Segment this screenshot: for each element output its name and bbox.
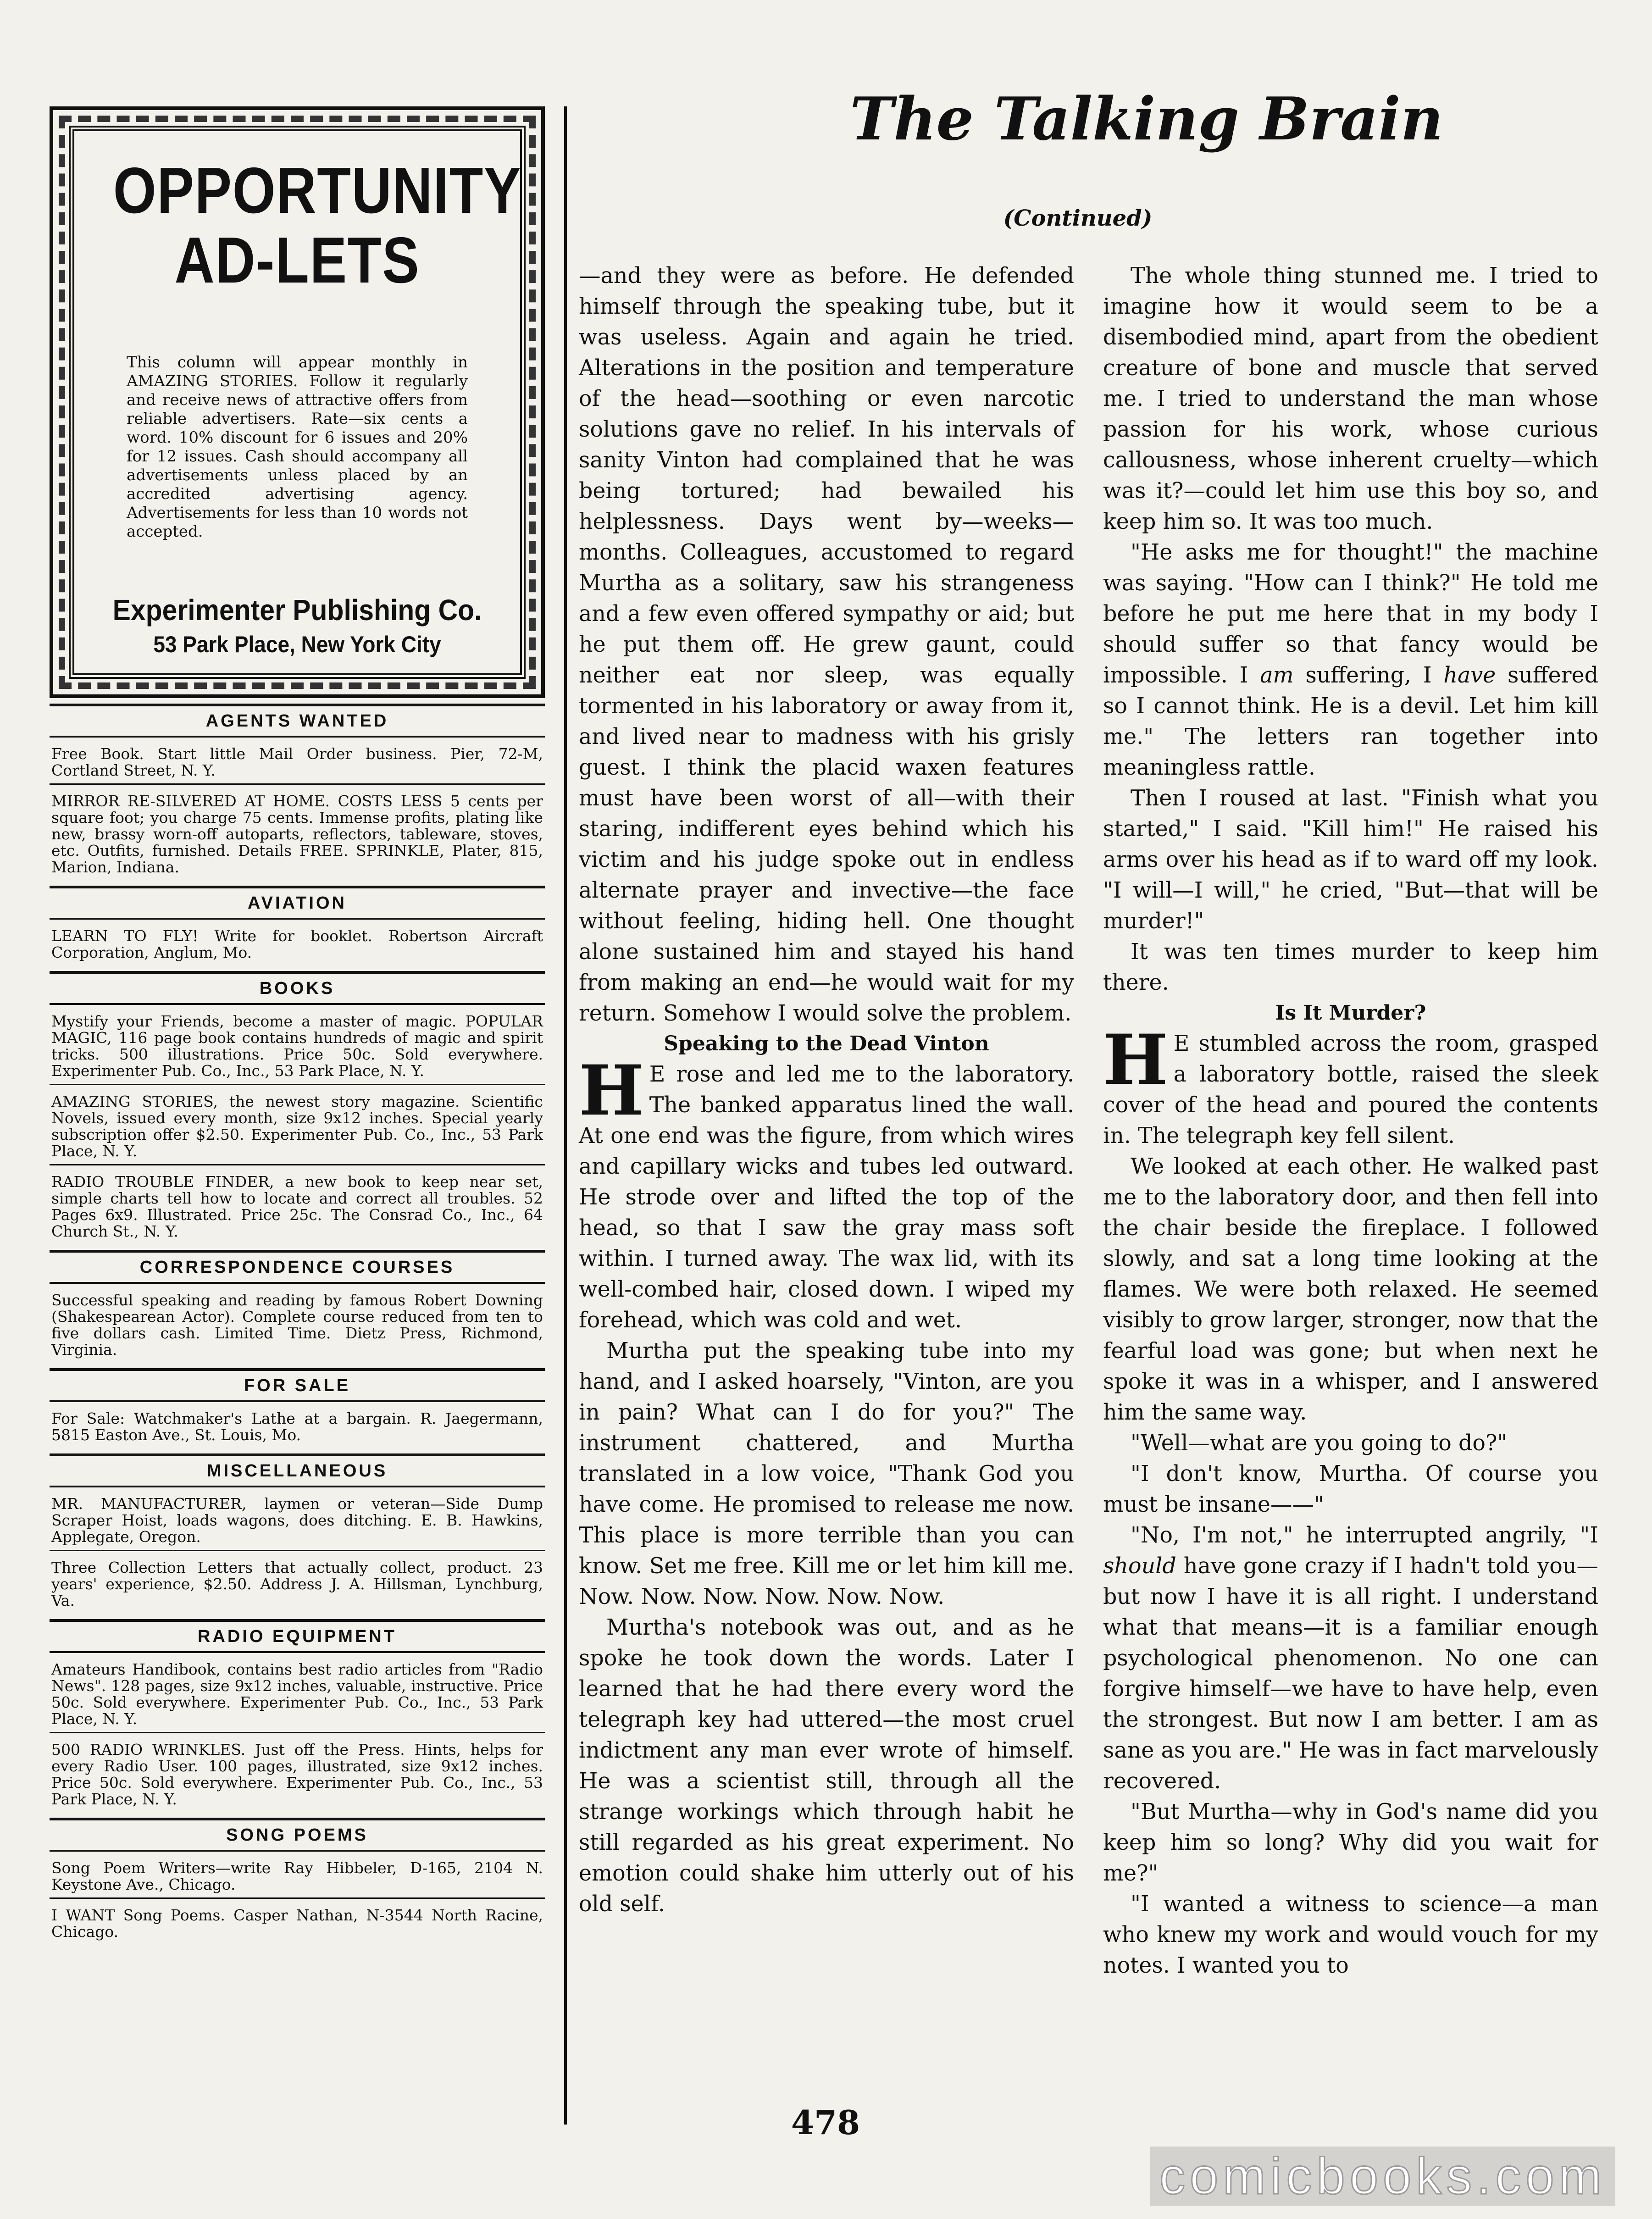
paragraph: Murtha put the speaking tube into my hand, and I asked hoarsely, "Vinton, are you in pain? What can I do for you?" The instrument chattered, and Murtha translated in a low voice, "Thank God you have come. He promised to release me now. This place is more terrible than you can know. Set me free. Kill me or let him kill me. Now. Now. Now. Now. Now. Now. bbox=[579, 1338, 1074, 1609]
adlets-title bbox=[113, 154, 522, 297]
classified-ads-column bbox=[50, 106, 545, 1945]
classified-ad: MR. MANUFACTURER, laymen or veteran—Side Dump Scraper Hoist, loads wagons, does ditching. E. B. Hawkins, Applegate, Oregon. bbox=[50, 1487, 545, 1551]
paragraph-text: E stumbled across the room, grasped a laboratory bottle, raised the sleek cover of the head and poured the contents in. The telegraph key fell silent. bbox=[1103, 1031, 1598, 1148]
paragraph: "I don't know, Murtha. Of course you must be insane——" bbox=[1103, 1461, 1598, 1517]
ad-category-heading: FOR SALE bbox=[50, 1371, 545, 1402]
publisher-block bbox=[81, 592, 514, 660]
paragraph bbox=[1103, 537, 1598, 783]
paragraph-text: E rose and led me to the laboratory. The banked apparatus lined the wall. At one end was the figure, from which wires and capillary wicks and tubes led outward. He strode over and lifted the top of the head, so that I saw the gray mass soft within. I turned away. The wax lid, with its well-combed hair, closed down. I wiped my forehead, which was cold and wet. bbox=[579, 1062, 1074, 1333]
paragraph-text: have gone crazy if I hadn't told you—but now I have it is all right. I understand what that means—it is a familiar enough psychological phenomenon. No one can forgive himself—we have to have help, even the strongest. But now I am better. I am as sane as you are." He was in fact marvelously recovered. bbox=[1103, 1553, 1598, 1794]
classified-ad: RADIO TROUBLE FINDER, a new book to keep near set, simple charts tell how to locate and correct all troubles. 52 Pages 6x9. Illustrated. Price 25c. The Consrad Co., Inc., 64 Church St., N. Y. bbox=[51, 1173, 543, 1240]
classified-ad: AMAZING STORIES, the newest story magazine. Scientific Novels, issued every month, size 9x12 inches. Special yearly subscription offer $2.50. Experimenter Pub. Co., Inc., 53 Park Place, N. Y. bbox=[50, 1085, 545, 1165]
classified-ad: Song Poem Writers—write Ray Hibbeler, D-165, 2104 N. Keystone Ave., Chicago. bbox=[50, 1852, 545, 1899]
paragraph: The whole thing stunned me. I tried to imagine how it would seem to be a disembodied mind, apart from the obedient creature of bone and muscle that served me. I tried to understand the man whose passion for his work, whose curious callousness, whose inherent cruelty—which was it?—could let him use this boy so, and keep him so. It was too much. bbox=[1103, 263, 1598, 534]
page-number: 478 bbox=[791, 2103, 860, 2142]
paragraph-text: suffered so I cannot think. He is a devil. Let him kill me." The letters ran together into meaningless rattle. bbox=[1103, 663, 1598, 780]
ad-category bbox=[50, 1368, 545, 1448]
adlets-description: This column will appear monthly in AMAZING STORIES. Follow it regularly and receive news of attractive offers from reliable advertisers. Rate—six cents a word. 10% discount for 6 issues and 20% for 12 issues. Cash should accompany all advertisements unless placed by an accredited advertising agency. Advertisements for less than 10 words not accepted. bbox=[127, 353, 468, 541]
ad-category bbox=[50, 704, 545, 880]
classified-ad: For Sale: Watchmaker's Lathe at a bargain. R. Jaegermann, 5815 Easton Ave., St. Louis, Mo. bbox=[51, 1409, 543, 1444]
column-divider bbox=[564, 106, 567, 2125]
ad-category-heading: BOOKS bbox=[50, 974, 545, 1005]
section-heading: Speaking to the Dead Vinton bbox=[664, 1032, 989, 1055]
classified-ad: Mystify your Friends, become a master of magic. POPULAR MAGIC, 116 page book contains hundreds of magic and spirit tricks. 500 illustrations. Price 50c. Sold everywhere. Experimenter Pub. Co., Inc., 53 Park Place, N. Y. bbox=[50, 1005, 545, 1085]
classified-ad: Amateurs Handibook, contains best radio articles from "Radio News". 128 pages, size 9x12 inches, valuable, instructive. Price 50c. Sold everywhere. Experimenter Pub. Co., Inc., 53 Park Place, N. Y. bbox=[50, 1653, 545, 1733]
emphasis: have bbox=[1443, 663, 1496, 688]
paragraph bbox=[1103, 1020, 1598, 1151]
classified-ad: LEARN TO FLY! Write for booklet. Robertson Aircraft Corporation, Anglum, Mo. bbox=[51, 927, 543, 961]
ad-category bbox=[50, 1818, 545, 1945]
adlets-title-line2: AD-LETS bbox=[174, 224, 420, 297]
section-heading: Is It Murder? bbox=[1275, 1001, 1426, 1025]
emphasis: am bbox=[1260, 663, 1294, 688]
opportunity-adlets-box bbox=[50, 106, 545, 698]
continued-label: (Continued) bbox=[1003, 205, 1153, 231]
paragraph-text: suffering, I bbox=[1293, 663, 1444, 688]
publisher-name: Experimenter Publishing Co. bbox=[112, 594, 482, 627]
emphasis: should bbox=[1103, 1553, 1176, 1579]
ad-category-heading: AVIATION bbox=[50, 888, 545, 920]
paragraph-text: "He asks me for thought!" the machine was saying. "How can I think?" He told me before he put me here that in my body I should suffer so that fancy would be impossible. I bbox=[1103, 540, 1598, 688]
adlets-title-line1: OPPORTUNITY bbox=[113, 154, 522, 227]
paragraph: Then I roused at last. "Finish what you started," I said. "Kill him!" He raised his arms over his head as if to ward off my look. "I will—I will," he cried, "But—that will be murder!" bbox=[1103, 786, 1598, 934]
paragraph: It was ten times murder to keep him there. bbox=[1103, 939, 1598, 995]
ad-category bbox=[50, 886, 545, 965]
classified-ad: Free Book. Start little Mail Order business. Pier, 72-M, Cortland Street, N. Y. bbox=[50, 738, 545, 785]
paragraph: "Well—what are you going to do?" bbox=[1131, 1431, 1508, 1456]
publisher-address: 53 Park Place, New York City bbox=[153, 632, 441, 657]
paragraph bbox=[1103, 1520, 1598, 1797]
story-column-2 bbox=[1103, 261, 1598, 1981]
ad-category-heading: CORRESPONDENCE COURSES bbox=[50, 1253, 545, 1284]
ad-categories bbox=[50, 704, 545, 1945]
classified-ad: I WANT Song Poems. Casper Nathan, N-3544 North Racine, Chicago. bbox=[51, 1906, 543, 1941]
paragraph: —and they were as before. He defended himself through the speaking tube, but it was useless. Again and again he tried. Alterations in the position and temperature of the head—soothing or even narcotic solutions gave no relief. In his intervals of sanity Vinton had complained that he was being tortured; had bewailed his helplessness. Days went by—weeks—months. Colleagues, accustomed to regard Murtha as a solitary, saw his strangeness and a few even offered sympathy or aid; but he put them off. He grew gaunt, could neither eat nor sleep, was equally tormented in his laboratory or away from it, and lived near to madness with his grisly guest. I think the placid waxen features must have been worst of all—with their staring, indifferent eyes behind which his victim and his judge spoke out in endless alternate prayer and invective—the face without feeling, hiding hell. One thought alone sustained him and stayed his hand from making an end—he would wait for my return. Somehow I would solve the problem. bbox=[579, 263, 1074, 1026]
ad-category-heading: SONG POEMS bbox=[50, 1820, 545, 1852]
classified-ad: MIRROR RE-SILVERED AT HOME. COSTS LESS 5 cents per square foot; you charge 75 cents. Immense profits, plating like new, brassy worn-off autoparts, reflectors, tableware, stoves, etc. Outfits, furnished. Details FREE. SPRINKLE, Plater, 815, Marion, Indiana. bbox=[51, 792, 543, 876]
paragraph: "But Murtha—why in God's name did you keep him so long? Why did you wait for me?" bbox=[1103, 1799, 1598, 1886]
classified-ad: 500 RADIO WRINKLES. Just off the Press. Hints, helps for every Radio User. 100 pages, illustrated, size 9x12 inches. Price 50c. Sold everywhere. Experimenter Pub. Co., Inc., 53 Park Place, N. Y. bbox=[51, 1741, 543, 1808]
ad-category bbox=[50, 1619, 545, 1812]
paragraph: Murtha's notebook was out, and as he spoke he took down the words. Later I learned that he had there every word the telegraph key had uttered—the most cruel indictment any man ever wrote of himself. He was a scientist still, through all the strange workings which through habit he still regarded as his great experiment. No emotion could shake him utterly out of his old self. bbox=[579, 1615, 1074, 1917]
ad-category-heading: AGENTS WANTED bbox=[50, 706, 545, 738]
paragraph-text: "No, I'm not," he interrupted angrily, "I bbox=[1131, 1523, 1598, 1548]
ad-category bbox=[50, 1250, 545, 1363]
paragraph: "I wanted a witness to science—a man who knew my work and would vouch for my notes. I wanted you to bbox=[1103, 1892, 1598, 1978]
site-watermark: comicbooks.com bbox=[1150, 2147, 1615, 2206]
paragraph: We looked at each other. He walked past me to the laboratory door, and then fell into the chair beside the fireplace. I followed slowly, and sat a long time looking at the flames. We were both relaxed. He seemed visibly to grow larger, stronger, now that the fearful load was gone; but when next he spoke it was in a whisper, and I answered him the same way. bbox=[1103, 1154, 1598, 1425]
classified-ad: Three Collection Letters that actually collect, product. 23 years' experience, $2.50. Address J. A. Hillsman, Lynchburg, Va. bbox=[51, 1559, 543, 1609]
drop-cap: H bbox=[579, 1050, 644, 1131]
paragraph bbox=[579, 1050, 1074, 1336]
story-column-1 bbox=[579, 261, 1074, 1919]
drop-cap: H bbox=[1103, 1020, 1168, 1100]
classified-ad: Successful speaking and reading by famous Robert Downing (Shakespearean Actor). Complete course reduced from ten to five dollars cash. Limited Time. Dietz Press, Richmond, Virginia. bbox=[51, 1291, 543, 1359]
ad-category-heading: MISCELLANEOUS bbox=[50, 1456, 545, 1487]
ad-category bbox=[50, 1453, 545, 1614]
ad-category-heading: RADIO EQUIPMENT bbox=[50, 1622, 545, 1653]
ad-category bbox=[50, 971, 545, 1244]
story-title: The Talking Brain bbox=[850, 85, 1443, 154]
